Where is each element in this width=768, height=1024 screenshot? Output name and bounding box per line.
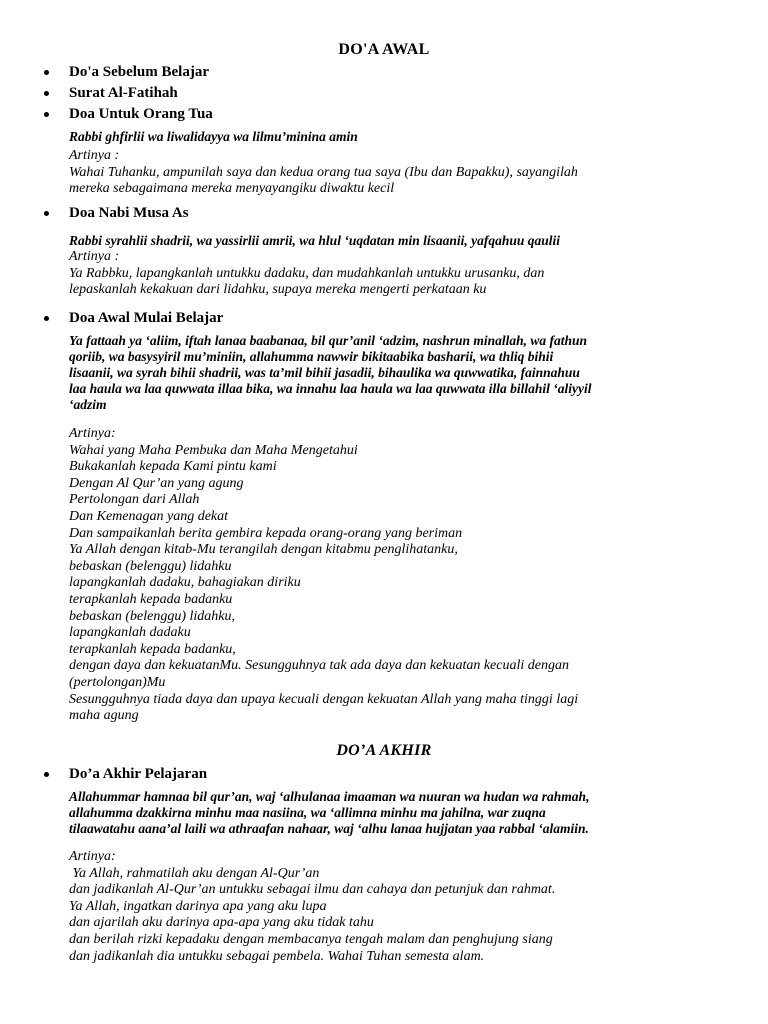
bullet-icon — [44, 70, 49, 75]
list-item-doa-awal-mulai-belajar — [44, 310, 223, 327]
bullet-icon — [44, 316, 49, 321]
translation-line: Ya Allah, rahmatilah aku dengan Al-Qur’an — [69, 865, 320, 881]
translation-line: Artinya: — [69, 849, 116, 864]
translation-line: dan jadikanlah dia untukku sebagai pembela. Wahai Tuhan semesta alam. — [69, 948, 485, 964]
bullet-icon — [44, 112, 49, 117]
translation-line: dan berilah rizki kepadaku dengan membacanya tengah malam dan penghujung siang — [69, 931, 553, 947]
translation-line: lapangkanlah dadaku, bahagiakan diriku — [69, 575, 301, 591]
translation-line: Dan sampaikanlah berita gembira kepada orang-orang yang beriman — [69, 525, 463, 541]
translation-line: lapangkanlah dadaku — [69, 625, 191, 641]
arabic-line: ‘adzim — [69, 397, 107, 412]
translation-line: Ya Allah, ingatkan darinya apa yang aku lupa — [69, 898, 327, 914]
translation-line: Bukakanlah kepada Kami pintu kami — [69, 459, 277, 475]
translation-line: bebaskan (belenggu) lidahku, — [69, 608, 236, 624]
translation-line: bebaskan (belenggu) lidahku — [69, 558, 232, 574]
arabic-transliteration — [69, 789, 719, 837]
translation-block — [69, 849, 729, 965]
item-label: Doa Nabi Musa As — [69, 205, 189, 221]
translation-line: Artinya : — [69, 249, 120, 264]
translation-line: Pertolongan dari Allah — [69, 492, 200, 508]
arabic-line: laa haula wa laa quwwata illaa bika, wa innahu laa haula wa laa quwwata illa billahil ‘aliyyil — [69, 381, 592, 396]
translation-line: Wahai Tuhanku, ampunilah saya dan kedua orang tua saya (Ibu dan Bapakku), sayangilah — [69, 164, 578, 180]
translation-line: terapkanlah kepada badanku — [69, 591, 233, 607]
translation-block — [69, 148, 729, 198]
translation-line: Ya Allah dengan kitab-Mu terangilah dengan kitabmu penglihatanku, — [69, 542, 458, 558]
translation-line: Dan Kemenagan yang dekat — [69, 508, 229, 524]
arabic-transliteration — [69, 333, 719, 413]
arabic-line: tilaawatahu aana’al laili wa athraafan nahaar, waj ‘alhu lanaa hujjatan yaa rabbal ‘alamiin. — [69, 821, 589, 836]
item-label: Do'a Sebelum Belajar — [69, 64, 209, 80]
translation-line: Ya Rabbku, lapangkanlah untukku dadaku, dan mudahkanlah untukku urusanku, dan — [69, 265, 545, 281]
translation-block — [69, 249, 729, 299]
translation-line: Sesungguhnya tiada daya dan upaya kecuali dengan kekuatan Allah yang maha tinggi lagi — [69, 691, 579, 707]
page-title: DO'A AWAL — [338, 41, 430, 58]
arabic-transliteration: Rabbi ghfirlii wa liwalidayya wa lilmu’minina amin — [69, 129, 358, 144]
arabic-transliteration: Rabbi syrahlii shadrii, wa yassirlii amrii, wa hlul ‘uqdatan min lisaanii, yafqahuu qaulii — [69, 233, 561, 248]
bullet-icon — [44, 211, 49, 216]
list-item-doa-sebelum-belajar — [44, 64, 209, 81]
translation-line: dengan daya dan kekuatanMu. Sesungguhnya tak ada daya dan kekuatan kecuali dengan — [69, 658, 569, 674]
translation-line: terapkanlah kepada badanku, — [69, 641, 236, 657]
list-item-doa-nabi-musa — [44, 205, 189, 222]
section-title-doa-akhir: DO’A AKHIR — [336, 742, 432, 759]
translation-line: Dengan Al Qur’an yang agung — [69, 475, 244, 491]
translation-line: mereka sebagaimana mereka menyayangiku diwaktu kecil — [69, 181, 395, 197]
translation-line: (pertolongan)Mu — [69, 674, 166, 690]
item-label: Do’a Akhir Pelajaran — [69, 766, 208, 782]
arabic-line: Allahummar hamnaa bil qur’an, waj ‘alhulanaa imaaman wa nuuran wa hudan wa rahmah, — [69, 789, 590, 804]
translation-line: lepaskanlah kekakuan dari lidahku, supaya mereka mengerti perkataan ku — [69, 282, 487, 298]
list-item-doa-orang-tua — [44, 106, 213, 123]
translation-block — [69, 426, 729, 725]
translation-line: Wahai yang Maha Pembuka dan Maha Mengetahui — [69, 442, 358, 458]
translation-line: Artinya : — [69, 148, 120, 163]
bullet-icon — [44, 772, 49, 777]
translation-line: dan ajarilah aku darinya apa-apa yang aku tidak tahu — [69, 915, 374, 931]
arabic-line: qoriib, wa basysyiril mu’miniin, allahumma nawwir bikitaabika basharii, wa thliq bihii — [69, 349, 554, 364]
list-item-doa-akhir-pelajaran — [44, 766, 207, 783]
translation-line: dan jadikanlah Al-Qur’an untukku sebagai ilmu dan cahaya dan petunjuk dan rahmat. — [69, 882, 556, 898]
list-item-surat-al-fatihah — [44, 85, 178, 102]
arabic-line: Ya fattaah ya ‘aliim, iftah lanaa baabanaa, bil qur’anil ‘adzim, nashrun minallah, wa fathun — [69, 333, 588, 348]
bullet-icon — [44, 91, 49, 96]
item-label: Doa Untuk Orang Tua — [69, 106, 213, 122]
translation-line: Artinya: — [69, 426, 116, 441]
item-label: Doa Awal Mulai Belajar — [69, 310, 224, 326]
arabic-line: allahumma dzakkirna minhu maa nasiina, wa ‘allimna minhu ma jahilna, war zuqna — [69, 805, 546, 820]
item-label: Surat Al-Fatihah — [69, 85, 178, 101]
arabic-line: lisaanii, wa syrah bihii shadrii, was ta’mil bihii jasadii, bihaulika wa quwwatika, fainnahuu — [69, 365, 580, 380]
translation-line: maha agung — [69, 708, 139, 724]
